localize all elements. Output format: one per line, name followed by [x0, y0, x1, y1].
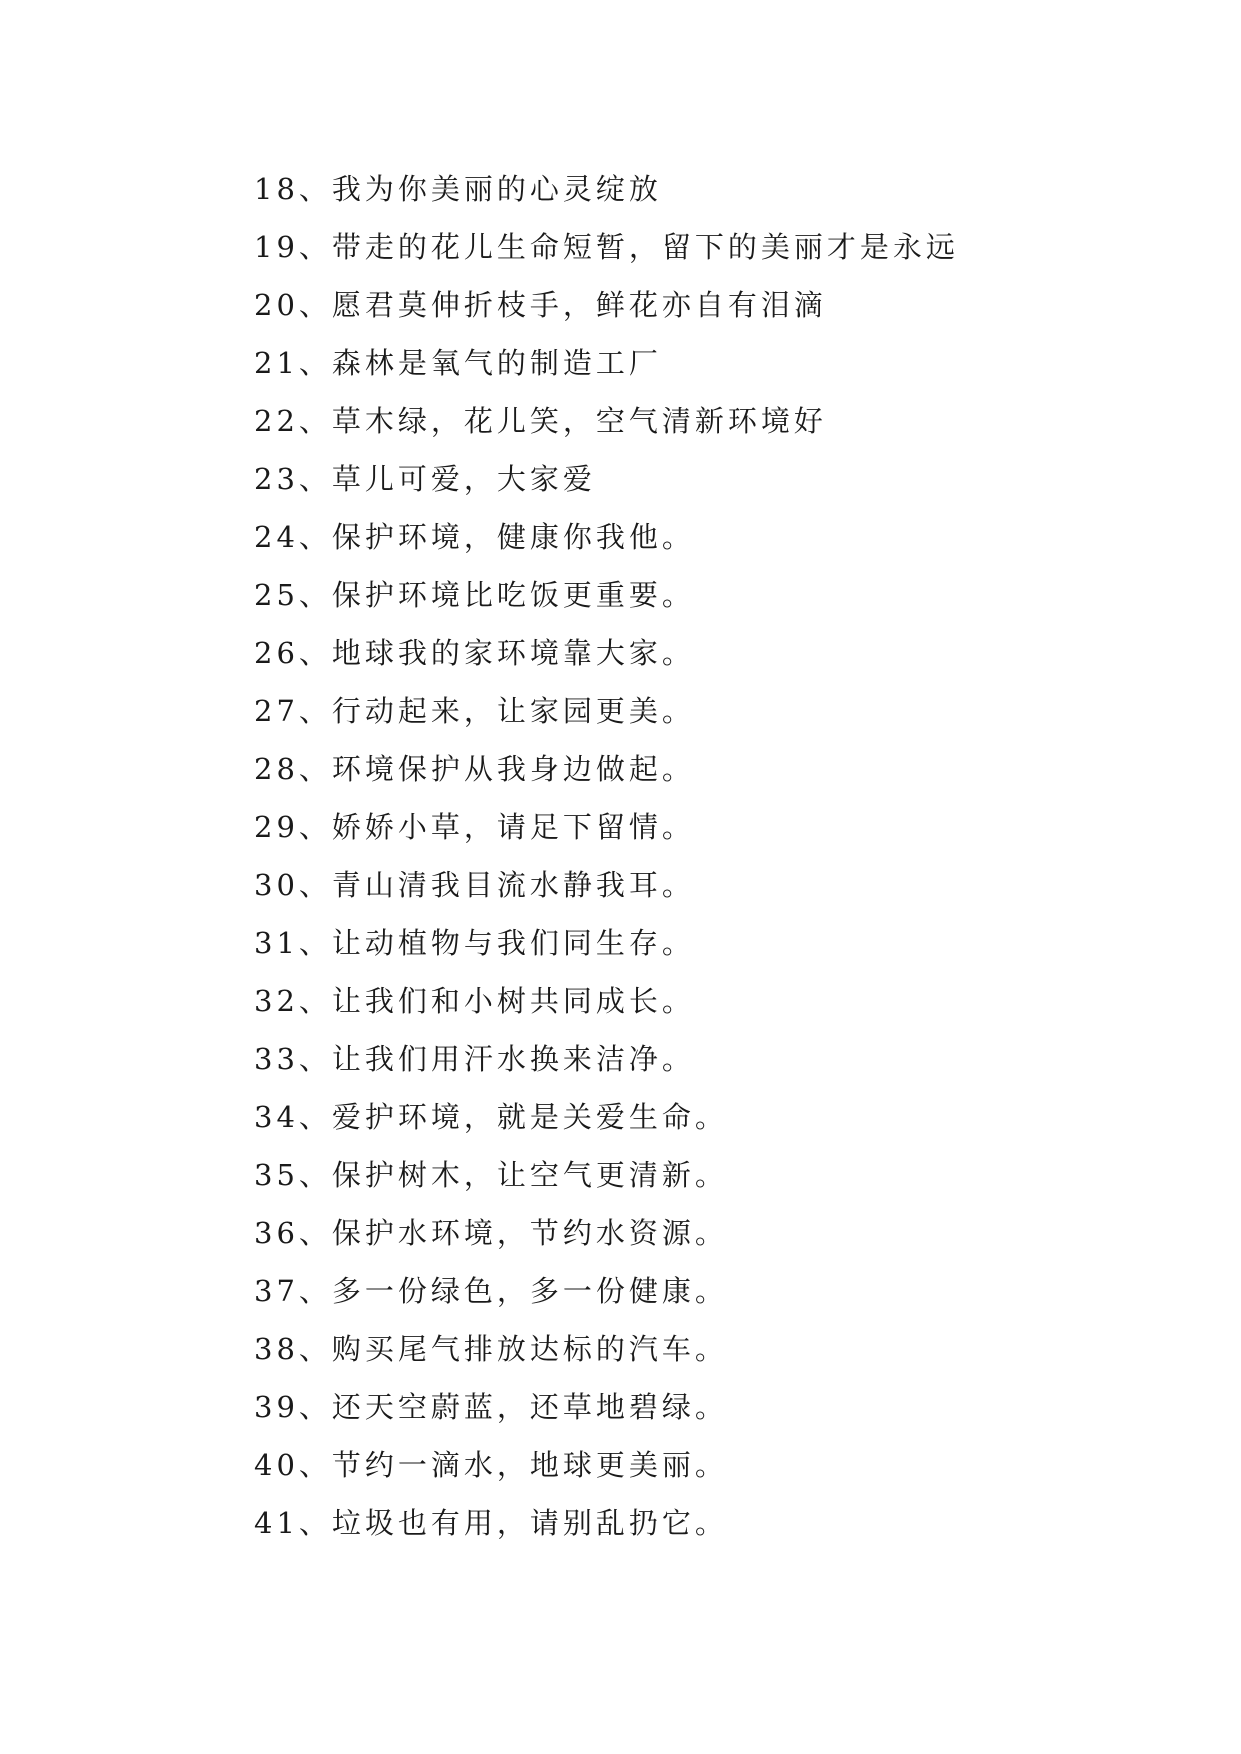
slogan-item: 28、环境保护从我身边做起。 — [254, 752, 695, 786]
slogan-item: 22、草木绿，花儿笑，空气清新环境好 — [254, 404, 827, 438]
slogan-item: 38、购买尾气排放达标的汽车。 — [254, 1332, 728, 1366]
slogan-item: 40、节约一滴水，地球更美丽。 — [254, 1448, 728, 1482]
slogan-item: 32、让我们和小树共同成长。 — [254, 984, 695, 1018]
slogan-item: 41、垃圾也有用，请别乱扔它。 — [254, 1506, 728, 1540]
slogan-item: 39、还天空蔚蓝，还草地碧绿。 — [254, 1390, 728, 1424]
slogan-item: 23、草儿可爱，大家爱 — [254, 462, 596, 496]
slogan-item: 21、森林是氧气的制造工厂 — [254, 346, 662, 380]
slogan-item: 33、让我们用汗水换来洁净。 — [254, 1042, 695, 1076]
slogan-item: 26、地球我的家环境靠大家。 — [254, 636, 695, 670]
slogan-item: 19、带走的花儿生命短暂，留下的美丽才是永远 — [254, 230, 959, 264]
slogan-item: 37、多一份绿色，多一份健康。 — [254, 1274, 728, 1308]
slogan-item: 30、青山清我目流水静我耳。 — [254, 868, 695, 902]
slogan-item: 27、行动起来，让家园更美。 — [254, 694, 695, 728]
slogan-item: 18、我为你美丽的心灵绽放 — [254, 172, 662, 206]
slogan-item: 24、保护环境，健康你我他。 — [254, 520, 695, 554]
slogan-item: 35、保护树木，让空气更清新。 — [254, 1158, 728, 1192]
slogan-item: 29、娇娇小草，请足下留情。 — [254, 810, 695, 844]
slogan-list — [254, 160, 959, 1552]
slogan-item: 31、让动植物与我们同生存。 — [254, 926, 695, 960]
slogan-item: 34、爱护环境，就是关爱生命。 — [254, 1100, 728, 1134]
slogan-item: 25、保护环境比吃饭更重要。 — [254, 578, 695, 612]
slogan-item: 36、保护水环境，节约水资源。 — [254, 1216, 728, 1250]
slogan-item: 20、愿君莫伸折枝手，鲜花亦自有泪滴 — [254, 288, 827, 322]
